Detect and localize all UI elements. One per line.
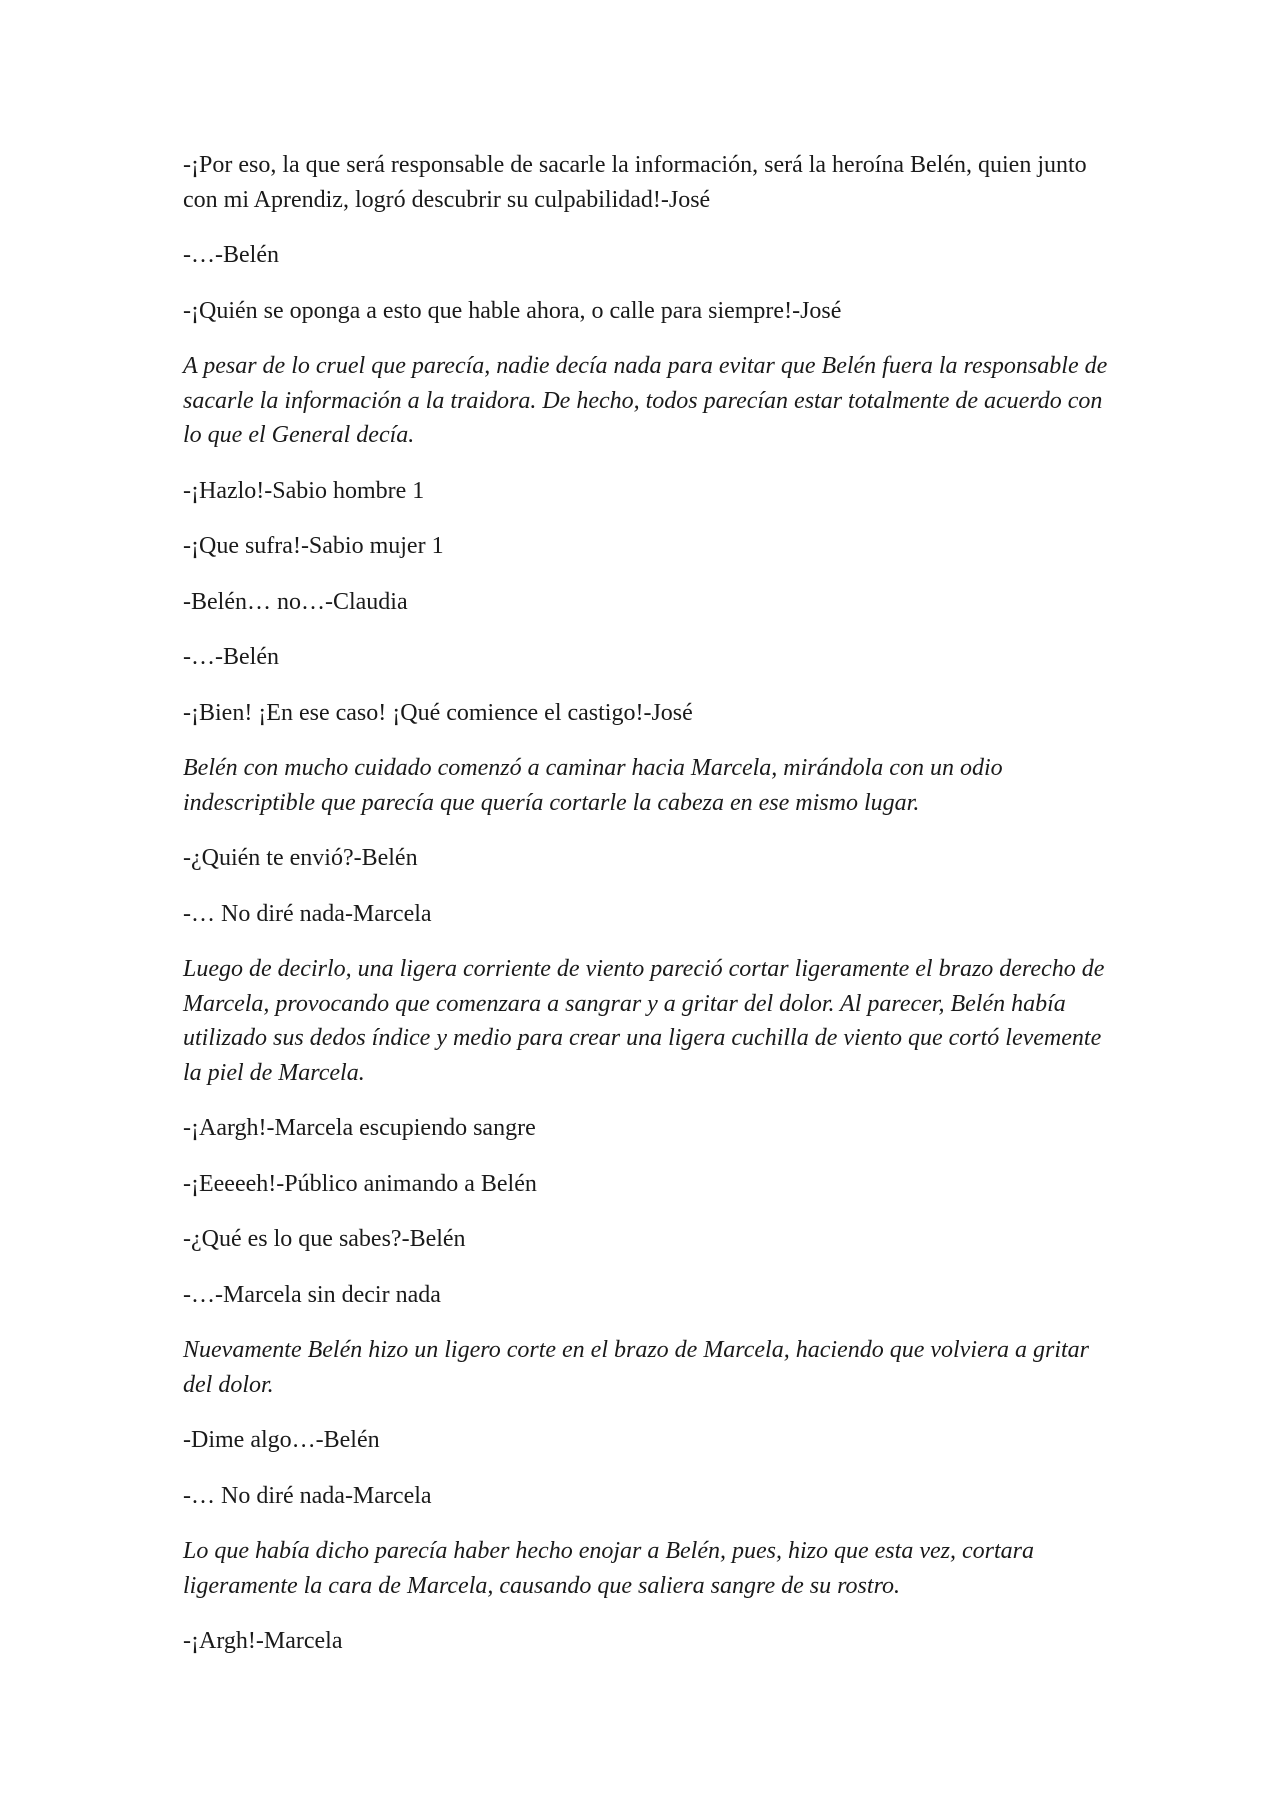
dialogue-line: -¡Por eso, la que será responsable de sacarle la información, será la heroína Belén, quien junto con mi Aprendiz, logró descubrir su culpabilidad!-José (183, 152, 1087, 213)
dialogue-line: -Dime algo…-Belén (183, 1427, 380, 1453)
dialogue-line: -¡Hazlo!-Sabio hombre 1 (183, 477, 425, 504)
dialogue-line: -…-Marcela sin decir nada (183, 1281, 441, 1308)
dialogue-line: -…-Belén (183, 242, 279, 268)
dialogue-line: -¡Aargh!-Marcela escupiendo sangre (183, 1115, 536, 1141)
dialogue-line: -¿Quién te envió?-Belén (183, 845, 418, 871)
narration-paragraph: A pesar de lo cruel que parecía, nadie decía nada para evitar que Belén fuera la responsable de sacarle la información a la traidora. De hecho, todos parecían estar totalmente de acuerdo con lo que el General decía. (183, 353, 1108, 448)
dialogue-line: -…-Belén (183, 644, 279, 670)
dialogue-line: -Belén… no…-Claudia (183, 588, 408, 615)
dialogue-line: -¡Quién se oponga a esto que hable ahora, o calle para siempre!-José (183, 297, 842, 324)
dialogue-line: -¡Eeeeeh!-Público animando a Belén (183, 1170, 537, 1197)
document-page (183, 148, 1113, 1680)
dialogue-line: -… No diré nada-Marcela (183, 900, 432, 927)
dialogue-line: -¡Argh!-Marcela (183, 1628, 343, 1654)
dialogue-line: -¡Bien! ¡En ese caso! ¡Qué comience el castigo!-José (183, 699, 693, 726)
dialogue-line: -… No diré nada-Marcela (183, 1482, 432, 1509)
dialogue-line: -¡Que sufra!-Sabio mujer 1 (183, 533, 444, 559)
narration-paragraph: Luego de decirlo, una ligera corriente de viento pareció cortar ligeramente el brazo derecho de Marcela, provocando que comenzara a sangrar y a gritar del dolor. Al parecer, Belén había utilizado sus dedos índice y medio para crear una ligera cuchilla de viento que cortó levemente la piel de Marcela. (183, 956, 1105, 1086)
narration-paragraph: Lo que había dicho parecía haber hecho enojar a Belén, pues, hizo que esta vez, cortara ligeramente la cara de Marcela, causando que saliera sangre de su rostro. (183, 1538, 1034, 1599)
narration-paragraph: Belén con mucho cuidado comenzó a caminar hacia Marcela, mirándola con un odio indescriptible que parecía que quería cortarle la cabeza en ese mismo lugar. (183, 755, 1003, 816)
dialogue-line: -¿Qué es lo que sabes?-Belén (183, 1226, 466, 1252)
narration-paragraph: Nuevamente Belén hizo un ligero corte en el brazo de Marcela, haciendo que volviera a gritar del dolor. (183, 1337, 1089, 1398)
